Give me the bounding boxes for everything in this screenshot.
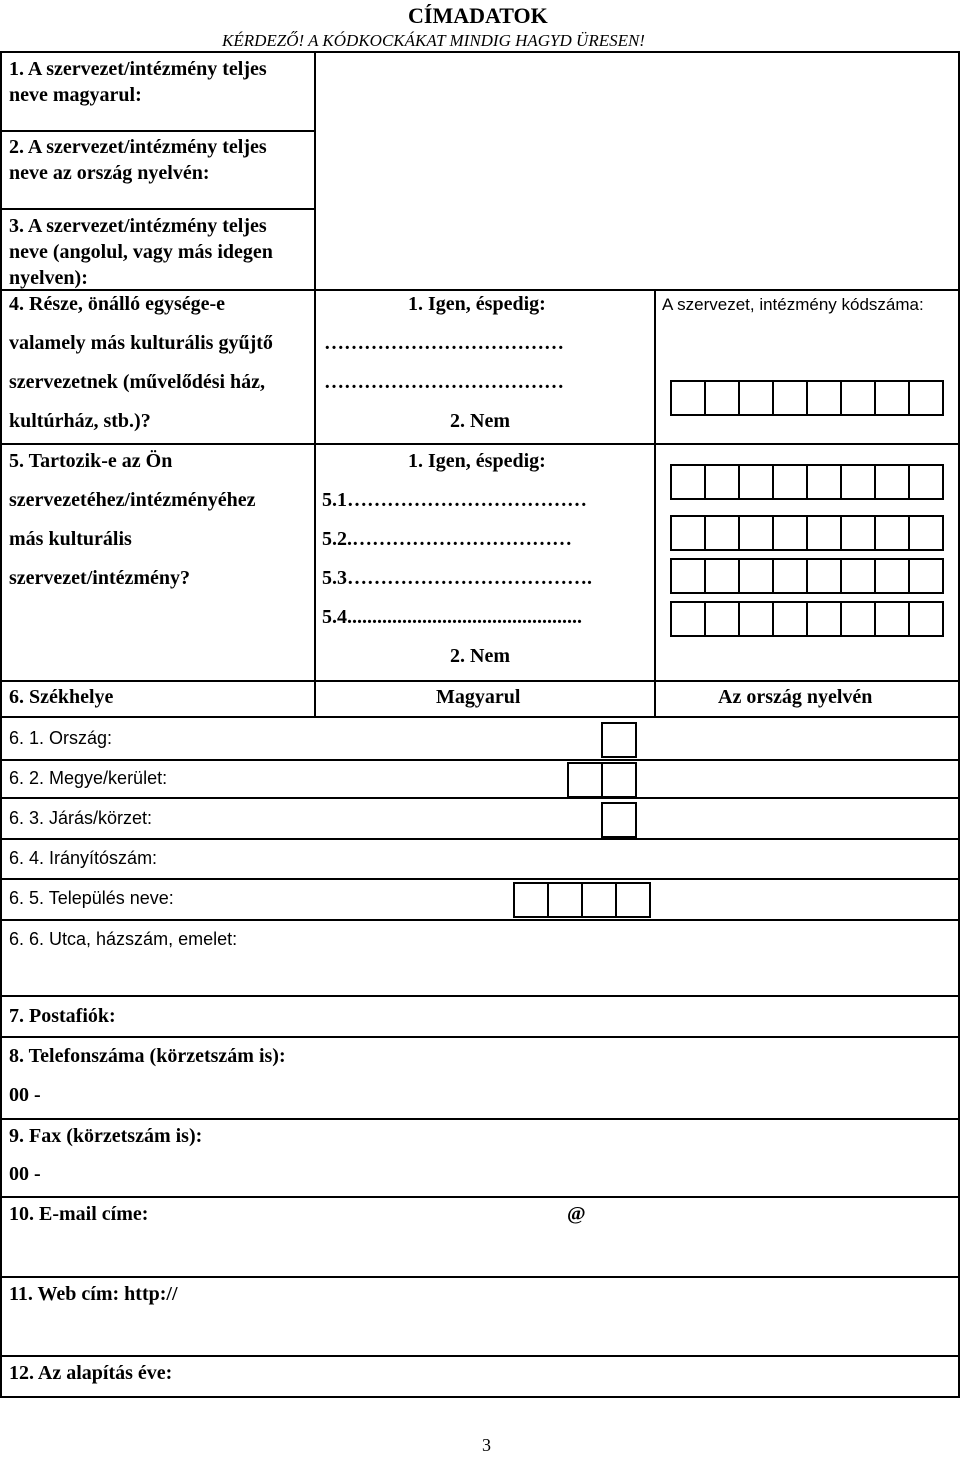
code-box bbox=[738, 515, 774, 551]
code-box bbox=[908, 515, 944, 551]
table-border-line bbox=[0, 1396, 960, 1398]
table-border-line bbox=[0, 995, 960, 997]
q9-prefix[interactable]: 00 - bbox=[9, 1163, 41, 1185]
table-border-line bbox=[0, 878, 960, 880]
code-box bbox=[840, 558, 876, 594]
q1-label-line1: 1. A szervezet/intézmény teljes bbox=[9, 58, 267, 80]
code-box bbox=[581, 882, 617, 918]
code-box bbox=[908, 464, 944, 500]
code-box bbox=[840, 601, 876, 637]
q4-label-line2: valamely más kulturális gyűjtő bbox=[9, 332, 273, 354]
q7-label: 7. Postafiók: bbox=[9, 1005, 116, 1027]
table-border-line bbox=[0, 759, 960, 761]
table-border-line bbox=[654, 289, 656, 681]
code-box bbox=[772, 601, 808, 637]
table-border-line bbox=[0, 1118, 960, 1120]
table-border-line bbox=[0, 1355, 960, 1357]
code-box bbox=[601, 722, 637, 758]
code-box bbox=[601, 802, 637, 838]
table-border-line bbox=[0, 1196, 960, 1198]
code-box bbox=[670, 558, 706, 594]
q6-col-hungarian: Magyarul bbox=[436, 686, 521, 708]
code-box bbox=[840, 515, 876, 551]
table-border-line bbox=[0, 919, 960, 921]
q6-2-county-label: 6. 2. Megye/kerület: bbox=[9, 768, 168, 788]
code-box bbox=[840, 380, 876, 416]
table-border-line bbox=[0, 716, 960, 718]
code-box bbox=[806, 558, 842, 594]
code-box bbox=[908, 558, 944, 594]
q2-label-line1: 2. A szervezet/intézmény teljes bbox=[9, 136, 267, 158]
q9-label: 9. Fax (körzetszám is): bbox=[9, 1125, 203, 1147]
code-box bbox=[704, 380, 740, 416]
code-box bbox=[567, 762, 603, 798]
table-border-line bbox=[0, 680, 960, 682]
table-border-line bbox=[0, 130, 316, 132]
table-border-line bbox=[314, 680, 316, 717]
code-box bbox=[738, 380, 774, 416]
q5-item-4[interactable]: 5.4............................................... bbox=[322, 606, 582, 628]
table-border-line bbox=[0, 838, 960, 840]
table-border-line bbox=[0, 51, 960, 53]
q6-col-local-language: Az ország nyelvén bbox=[718, 686, 873, 708]
q6-label: 6. Székhelye bbox=[9, 686, 114, 708]
code-box bbox=[547, 882, 583, 918]
q6-4-postcode-label: 6. 4. Irányítószám: bbox=[9, 848, 158, 868]
q5-item-3[interactable]: 5.3………………………………. bbox=[322, 567, 592, 589]
code-box bbox=[670, 464, 706, 500]
q10-at-sign[interactable]: @ bbox=[567, 1203, 586, 1225]
q10-label: 10. E-mail címe: bbox=[9, 1203, 149, 1225]
code-box bbox=[738, 464, 774, 500]
q5-label-line3: más kulturális bbox=[9, 528, 132, 550]
q6-6-street-label: 6. 6. Utca, házszám, emelet: bbox=[9, 929, 238, 949]
code-box bbox=[874, 601, 910, 637]
code-box bbox=[615, 882, 651, 918]
code-box bbox=[670, 601, 706, 637]
q11-label: 11. Web cím: http:// bbox=[9, 1283, 178, 1305]
code-box bbox=[908, 601, 944, 637]
q6-2-code-boxes bbox=[567, 762, 635, 798]
code-box bbox=[513, 882, 549, 918]
table-border-line bbox=[0, 797, 960, 799]
q8-prefix[interactable]: 00 - bbox=[9, 1084, 41, 1106]
q3-label-line3: nyelven): bbox=[9, 267, 88, 289]
table-border-line bbox=[654, 680, 656, 717]
q6-3-code-box bbox=[601, 802, 635, 838]
q5-code-boxes-1 bbox=[670, 464, 942, 500]
table-border-line bbox=[0, 1276, 960, 1278]
q2-label-line2: neve az ország nyelvén: bbox=[9, 162, 210, 184]
table-border-line bbox=[314, 51, 316, 681]
code-box bbox=[806, 380, 842, 416]
code-box bbox=[704, 515, 740, 551]
q4-label-line4: kultúrház, stb.)? bbox=[9, 410, 151, 432]
q4-option-no[interactable]: 2. Nem bbox=[450, 410, 510, 432]
q4-option-yes[interactable]: 1. Igen, éspedig: bbox=[408, 293, 546, 315]
form-instruction: KÉRDEZŐ! A KÓDKOCKÁKAT MINDIG HAGYD ÜRESEN! bbox=[222, 31, 645, 50]
code-box bbox=[874, 464, 910, 500]
q5-code-boxes-2 bbox=[670, 515, 942, 551]
q2-answer-field[interactable] bbox=[318, 133, 956, 207]
code-box bbox=[738, 601, 774, 637]
code-box bbox=[772, 558, 808, 594]
table-border-line bbox=[0, 1036, 960, 1038]
q3-label-line2: neve (angolul, vagy más idegen bbox=[9, 241, 273, 263]
table-border-line bbox=[0, 208, 316, 210]
q4-label-line1: 4. Része, önálló egysége-e bbox=[9, 293, 226, 315]
code-box bbox=[772, 464, 808, 500]
code-box bbox=[670, 380, 706, 416]
code-box bbox=[840, 464, 876, 500]
q5-item-2[interactable]: 5.2.…………………………… bbox=[322, 528, 572, 550]
code-box bbox=[772, 515, 808, 551]
q1-label-line2: neve magyarul: bbox=[9, 84, 142, 106]
q5-label-line4: szervezet/intézmény? bbox=[9, 567, 191, 589]
code-box bbox=[601, 762, 637, 798]
q4-dots-line2[interactable]: ……………………………… bbox=[324, 371, 564, 393]
code-box bbox=[806, 601, 842, 637]
code-box bbox=[704, 601, 740, 637]
q12-label: 12. Az alapítás éve: bbox=[9, 1362, 173, 1384]
code-box bbox=[806, 515, 842, 551]
q5-option-yes[interactable]: 1. Igen, éspedig: bbox=[408, 450, 546, 472]
q8-label: 8. Telefonszáma (körzetszám is): bbox=[9, 1045, 286, 1067]
q6-5-town-label: 6. 5. Település neve: bbox=[9, 888, 174, 908]
table-border-line bbox=[0, 443, 960, 445]
q4-dots-line1[interactable]: ……………………………… bbox=[324, 332, 564, 354]
q6-1-country-label: 6. 1. Ország: bbox=[9, 728, 113, 748]
page-number: 3 bbox=[482, 1435, 491, 1455]
code-box bbox=[874, 515, 910, 551]
code-box bbox=[874, 380, 910, 416]
q5-item-1[interactable]: 5.1……………………………… bbox=[322, 489, 587, 511]
q6-5-code-boxes bbox=[513, 882, 649, 918]
q4-code-label: A szervezet, intézmény kódszáma: bbox=[662, 295, 924, 314]
code-box bbox=[704, 464, 740, 500]
q5-label-line2: szervezetéhez/intézményéhez bbox=[9, 489, 256, 511]
q4-label-line3: szervezetnek (művelődési ház, bbox=[9, 371, 266, 393]
code-box bbox=[908, 380, 944, 416]
code-box bbox=[704, 558, 740, 594]
code-box bbox=[772, 380, 808, 416]
form-title: CÍMADATOK bbox=[408, 3, 548, 28]
code-box bbox=[874, 558, 910, 594]
q5-code-boxes-3 bbox=[670, 558, 942, 594]
q6-3-district-label: 6. 3. Járás/körzet: bbox=[9, 808, 153, 828]
q3-answer-field[interactable] bbox=[318, 211, 956, 287]
code-box bbox=[738, 558, 774, 594]
code-box bbox=[806, 464, 842, 500]
q5-option-no[interactable]: 2. Nem bbox=[450, 645, 510, 667]
code-box bbox=[670, 515, 706, 551]
q6-1-code-box bbox=[601, 722, 635, 758]
q5-label-line1: 5. Tartozik-e az Ön bbox=[9, 450, 173, 472]
q1-answer-field[interactable] bbox=[318, 54, 956, 128]
q3-label-line1: 3. A szervezet/intézmény teljes bbox=[9, 215, 267, 237]
q4-code-boxes bbox=[670, 380, 942, 416]
q5-code-boxes-4 bbox=[670, 601, 942, 637]
